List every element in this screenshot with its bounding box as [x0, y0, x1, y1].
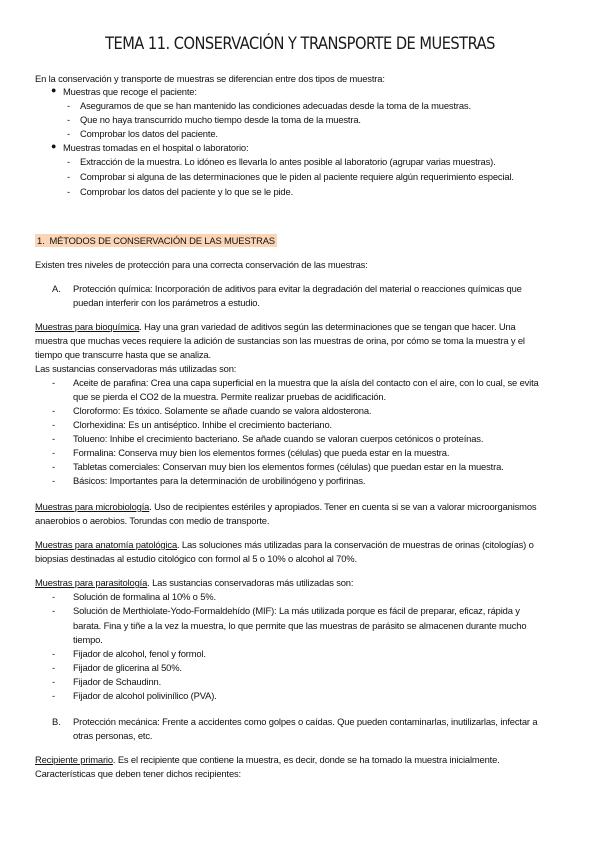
dash-icon: -	[67, 114, 70, 125]
list-item: Tabletas comerciales: Conservan muy bien los elementos formes (células) que puedan estar en la muestra.	[73, 461, 504, 472]
dash-icon: -	[52, 475, 55, 486]
dash-icon: -	[52, 676, 55, 687]
list-item: Fijador de glicerina al 50%.	[73, 662, 182, 673]
bioquimica-label: Muestras para bioquímica	[35, 321, 140, 332]
dash-icon: -	[67, 156, 70, 167]
bullet-icon: ●	[51, 85, 57, 95]
list-item: tiempo.	[73, 634, 103, 645]
dash-icon: -	[52, 648, 55, 659]
paragraph-line: muestra que muchas veces requiere la adición de sustancias son las muestras de orina, por cómo se toma la muestra y el	[35, 335, 525, 346]
item-b-line: Protección mecánica: Frente a accidentes como golpes o caídas. Que pueden contaminarlas, inutilizarlas, infectar a	[73, 716, 538, 727]
dash-icon: -	[52, 690, 55, 701]
list-item: Básicos: Importantes para la determinación de urobilinógeno y porfirinas.	[73, 475, 366, 486]
section-heading	[35, 234, 277, 247]
dash-icon: -	[67, 171, 70, 182]
dash-icon: -	[52, 662, 55, 673]
paragraph-line: tiempo que transcurre hasta que se analiza.	[35, 349, 211, 360]
bullet-patient: Muestras que recoge el paciente:	[63, 86, 197, 97]
anatomia-paragraph: Muestras para anatomía patológica. Las soluciones más utilizadas para la conservación de muestras de orinas (citologías) o	[35, 539, 534, 550]
list-item: Comprobar los datos del paciente y lo que se le pide.	[80, 186, 294, 197]
section-title: MÉTODOS DE CONSERVACIÓN DE LAS MUESTRAS	[49, 235, 275, 246]
list-item: Fijador de alcohol, fenol y formol.	[73, 648, 206, 659]
list-item: Aceite de parafina: Crea una capa superficial en la muestra que la aísla del contacto con el aire, con lo cual, se evita	[73, 377, 539, 388]
list-item: Fijador de Schaudinn.	[73, 676, 162, 687]
list-item: que se pierda el CO2 de la muestra. Permite realizar pruebas de acidificación.	[73, 391, 386, 402]
list-item: Tolueno: Inhibe el crecimiento bacteriano. Se añade cuando se valoran cuerpos cetónicos o proteínas.	[73, 433, 484, 444]
bioquimica-paragraph: Muestras para bioquímica. Hay una gran variedad de aditivos según las determinaciones que se tengan que hacer. Una	[35, 321, 516, 332]
list-item: Comprobar los datos del paciente.	[80, 128, 218, 139]
list-item: Solución de formalina al 10% o 5%.	[73, 591, 216, 602]
parasitologia-label: Muestras para parasitología	[35, 577, 148, 588]
dash-icon: -	[67, 186, 70, 197]
list-item: Formalina: Conserva muy bien los elementos formes (células) que pueda estar en la muestra.	[73, 447, 450, 458]
bullet-icon: ●	[51, 141, 57, 151]
parasitologia-paragraph: Muestras para parasitología. Las sustancias conservadoras más utilizadas son:	[35, 577, 354, 588]
page-title: TEMA 11. CONSERVACIÓN Y TRANSPORTE DE MUESTRAS	[105, 34, 495, 54]
dash-icon: -	[52, 605, 55, 616]
list-item: barata. Fina y tiñe a la vez la muestra, lo que permite que las muestras de parásito se almacenen durante mucho	[73, 620, 527, 631]
item-a-line: Protección química: Incorporación de aditivos para evitar la degradación del material o reacciones químicas que	[73, 283, 522, 294]
list-item: Extracción de la muestra. Lo idóneo es llevarla lo antes posible al laboratorio (agrupar varias muestras).	[80, 156, 496, 167]
recipiente-paragraph: Recipiente primario. Es el recipiente que contiene la muestra, es decir, donde se ha tomado la muestra inicialmente.	[35, 754, 500, 765]
anatomia-label: Muestras para anatomía patológica	[35, 539, 178, 550]
dash-icon: -	[67, 128, 70, 139]
microbiologia-paragraph: Muestras para microbiología. Uso de recipientes estériles y apropiados. Tener en cuenta si se van a valorar microorganismos	[35, 501, 537, 512]
dash-icon: -	[52, 447, 55, 458]
list-item: Clorhexidina: Es un antiséptico. Inhibe el crecimiento bacteriano.	[73, 419, 332, 430]
levels-intro: Existen tres niveles de protección para una correcta conservación de las muestras:	[35, 259, 368, 270]
dash-icon: -	[52, 461, 55, 472]
section-number: 1.	[37, 235, 45, 246]
dash-icon: -	[67, 100, 70, 111]
dash-icon: -	[52, 433, 55, 444]
microbiologia-label: Muestras para microbiología	[35, 501, 150, 512]
dash-icon: -	[52, 377, 55, 388]
bullet-hospital: Muestras tomadas en el hospital o laboratorio:	[63, 142, 249, 153]
dash-icon: -	[52, 405, 55, 416]
dash-icon: -	[52, 419, 55, 430]
item-letter: A.	[52, 283, 61, 294]
intro-text: En la conservación y transporte de muestras se diferencian entre dos tipos de muestra:	[35, 73, 385, 84]
paragraph-line: Características que deben tener dichos recipientes:	[35, 768, 242, 779]
list-item: Solución de Merthiolate-Yodo-Formaldehído (MIF): La más utilizada porque es fácil de preparar, eficaz, rápida y	[73, 605, 520, 616]
list-item: Fijador de alcohol polivinílico (PVA).	[73, 690, 217, 701]
dash-icon: -	[52, 591, 55, 602]
list-item: Aseguramos de que se han mantenido las condiciones adecuadas desde la toma de la muestras.	[80, 100, 471, 111]
paragraph-line: anaerobios o aerobios. Torundas con medio de transporte.	[35, 515, 270, 526]
list-item: Cloroformo: Es tóxico. Solamente se añade cuando se valora aldosterona.	[73, 405, 372, 416]
list-item: Que no haya transcurrido mucho tiempo desde la toma de la muestra.	[80, 114, 361, 125]
item-b-line: otras personas, etc.	[73, 730, 153, 741]
recipiente-label: Recipiente primario	[35, 754, 113, 765]
paragraph-line: biopsias destinadas al estudio citológico con formol al 5 o 10% o alcohol al 70%.	[35, 553, 357, 564]
item-a-line: puedan interferir con los parámetros a estudio.	[73, 297, 260, 308]
item-letter: B.	[52, 716, 61, 727]
substances-intro: Las sustancias conservadoras más utilizadas son:	[35, 363, 237, 374]
list-item: Comprobar si alguna de las determinaciones que le piden al paciente requiere algún requerimiento especial.	[80, 171, 514, 182]
